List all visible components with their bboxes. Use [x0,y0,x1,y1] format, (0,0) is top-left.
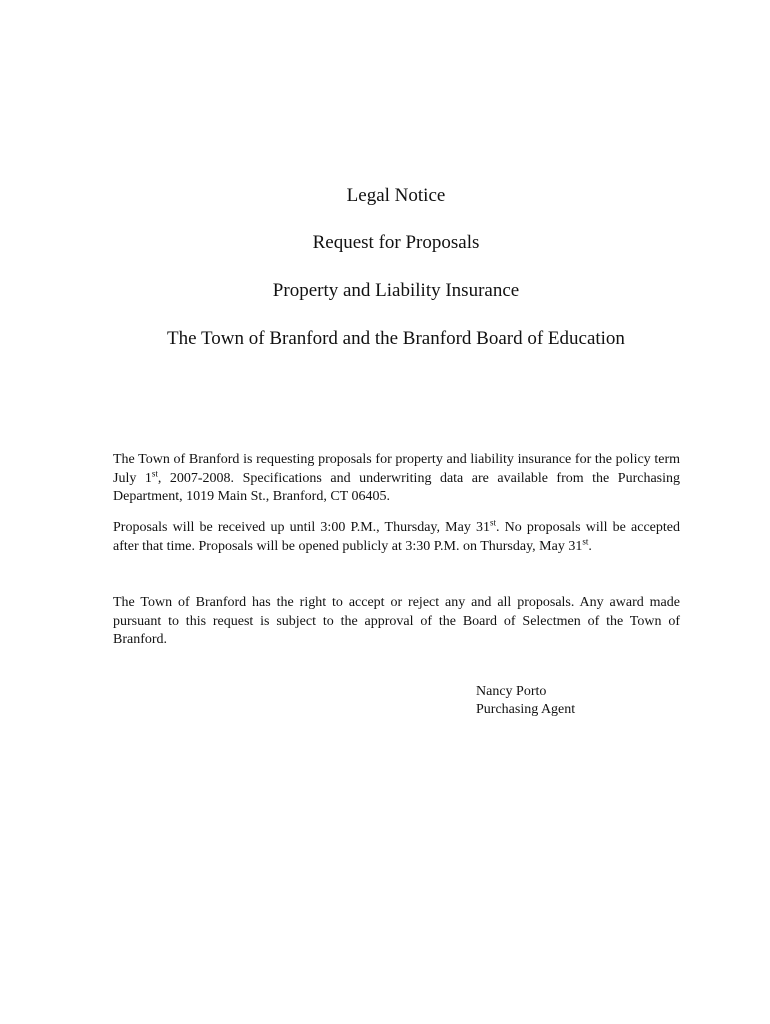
ordinal-suffix: st [582,535,589,546]
signatory-name: Nancy Porto [476,684,547,699]
paragraph-request-text-b: , 2007-2008. Specifications and underwriting data are available from the Purchasing Department, 1019 Main St., Branford, CT 06405. [113,470,680,504]
notice-title: Legal Notice [346,185,446,206]
notice-parties: The Town of Branford and the Branford Board of Education [167,328,625,349]
notice-subject: Property and Liability Insurance [272,280,520,301]
ordinal-suffix: st [490,517,497,528]
paragraph-deadline-text-c: . [588,538,592,554]
ordinal-suffix: st [151,467,158,478]
paragraph-deadline-text-a: Proposals will be received up until 3:00 P.M., Thursday, May 31 [113,520,490,535]
notice-subtitle: Request for Proposals [312,232,480,253]
paragraph-request [113,451,680,507]
signatory-title: Purchasing Agent [476,702,576,717]
paragraph-rights: The Town of Branford has the right to accept or reject any and all proposals. Any award made pursuant to this request is subject to the approval of the Board of Selectmen of the Town of Branford. [113,595,680,647]
paragraph-deadline [113,519,680,556]
paragraph-request-text-a: The Town of Branford is requesting proposals for property and liability insurance for the policy term July 1 [113,452,680,486]
signature-block [476,683,575,719]
paragraph-deadline-text-b: . No proposals will be accepted after that time. Proposals will be opened publicly at 3:30 P.M. on Thursday, May 31 [113,520,681,554]
